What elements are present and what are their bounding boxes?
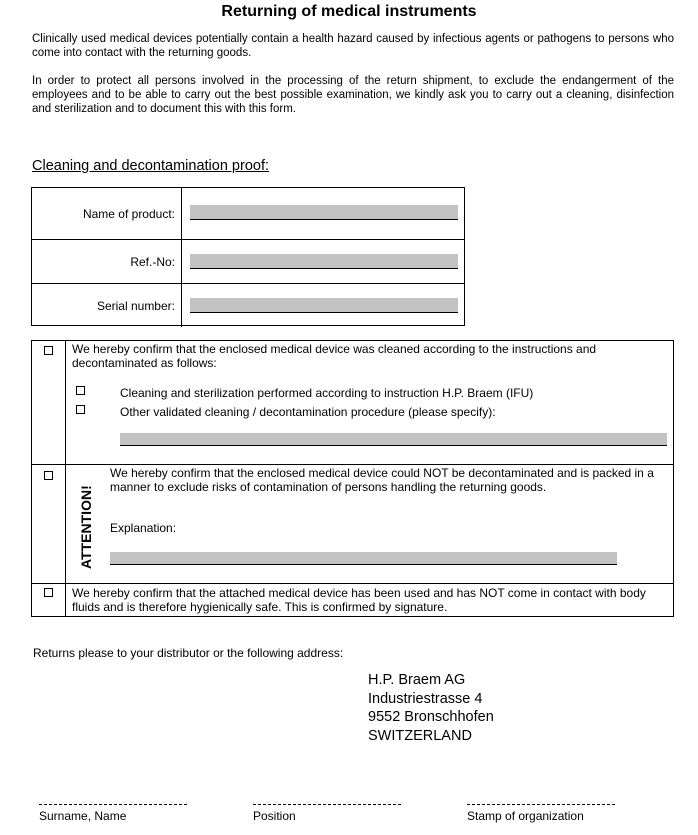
stamp-label: Stamp of organization xyxy=(467,809,584,823)
product-info-table xyxy=(31,187,465,326)
explanation-label: Explanation: xyxy=(110,521,177,535)
serial-number-label: Serial number: xyxy=(32,284,182,327)
page-title: Returning of medical instruments xyxy=(221,3,477,20)
hygienically-safe-checkbox[interactable] xyxy=(44,588,53,597)
product-name-field[interactable] xyxy=(190,205,458,220)
hygienically-safe-text: We hereby confirm that the attached medical device has been used and has NOT come in contact with body fluids and is therefore hygienically safe. This is confirmed by signature. xyxy=(72,586,646,614)
serial-number-field[interactable] xyxy=(190,298,458,313)
stamp-signature-line[interactable] xyxy=(467,804,615,805)
product-name-label: Name of product: xyxy=(32,188,182,239)
not-decontaminated-text: We hereby confirm that the enclosed medical device could NOT be decontaminated and is packed in a manner to exclude risks of contamination of persons handling the returning goods. xyxy=(110,466,654,494)
cleaned-checkbox[interactable] xyxy=(44,346,53,355)
column-divider xyxy=(65,341,66,616)
attention-label: ATTENTION! xyxy=(78,485,94,569)
ref-no-label: Ref.-No: xyxy=(32,240,182,284)
proof-heading: Cleaning and decontamination proof: xyxy=(32,158,269,174)
row-divider xyxy=(32,583,673,584)
address-street: Industriestrasse 4 xyxy=(368,690,483,707)
ref-no-field[interactable] xyxy=(190,254,458,269)
row-divider xyxy=(32,464,673,465)
confirmation-table xyxy=(31,340,674,617)
intro-paragraph-1: Clinically used medical devices potentially contain a health hazard caused by infectious agents or pathogens to persons who come into contact with the returning goods. xyxy=(32,33,674,59)
product-name-row xyxy=(32,188,464,239)
surname-label: Surname, Name xyxy=(39,809,127,823)
intro-paragraph-2: In order to protect all persons involved in the processing of the return shipment, to exclude the endangerment of the employees and to be able to carry out the best possible examination, we kindly ask you to carry out a cleaning, disinfection and sterilization and to document this with this form. xyxy=(32,75,674,115)
returns-instruction: Returns please to your distributor or the following address: xyxy=(33,646,344,660)
cleaned-confirmation-text: We hereby confirm that the enclosed medical device was cleaned according to the instructions and decontaminated as follows: xyxy=(72,342,597,370)
address-company: H.P. Braem AG xyxy=(368,672,466,688)
serial-number-row xyxy=(32,283,464,327)
address-city: 9552 Bronschhofen xyxy=(368,709,494,725)
other-procedure-specify-field[interactable] xyxy=(120,433,667,446)
address-country: SWITZERLAND xyxy=(368,727,472,744)
ref-no-row xyxy=(32,239,464,284)
other-procedure-label: Other validated cleaning / decontamination procedure (please specify): xyxy=(120,405,496,419)
return-address xyxy=(368,671,494,745)
position-label: Position xyxy=(253,809,296,823)
surname-signature-line[interactable] xyxy=(39,804,187,805)
not-decontaminated-checkbox[interactable] xyxy=(44,471,53,480)
position-signature-line[interactable] xyxy=(253,804,401,805)
other-procedure-checkbox[interactable] xyxy=(76,405,85,414)
ifu-option-checkbox[interactable] xyxy=(76,386,85,395)
explanation-field[interactable] xyxy=(110,552,617,565)
ifu-option-label: Cleaning and sterilization performed according to instruction H.P. Braem (IFU) xyxy=(120,386,534,400)
